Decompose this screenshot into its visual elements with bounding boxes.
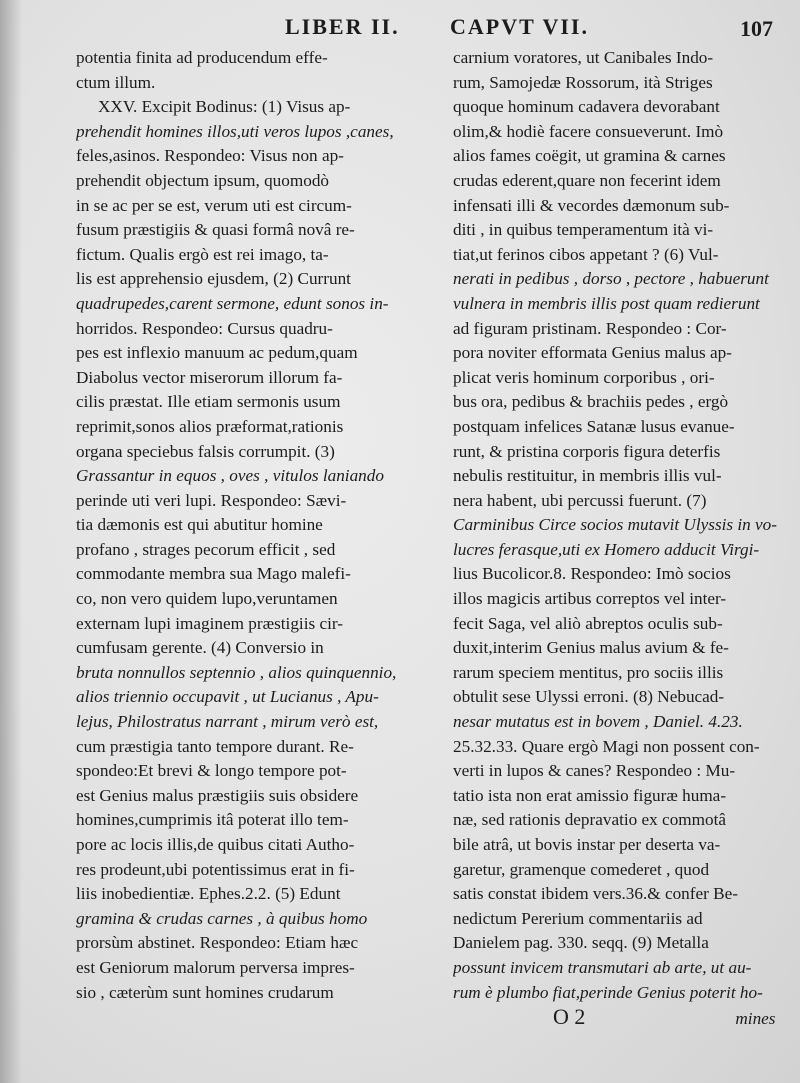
text-line: ad figuram pristinam. Respondeo : Cor- <box>453 318 727 338</box>
text-line: olim,& hodiè facere consueverunt. Imò <box>453 121 724 141</box>
text-line: prehendit homines illos,uti veros lupos ,canes, <box>76 121 394 141</box>
text-line: fecit Saga, vel aliò abreptos oculis sub- <box>453 613 723 633</box>
text-line: cumfusam gerente. (4) Conversio in <box>76 638 324 658</box>
text-line: organa speciebus falsis corrumpit. (3) <box>76 441 335 461</box>
catchword: mines <box>735 1009 776 1029</box>
text-line: runt, & pristina corporis figura deterfis <box>453 441 721 461</box>
text-line: spondeo:Et brevi & longo tempore pot- <box>76 761 347 781</box>
running-title-left: LIBER II. <box>285 14 400 39</box>
text-line: alios fames coëgit, ut gramina & carnes <box>453 146 726 166</box>
text-line: lius Bucolicor.8. Respondeo: Imò socios <box>453 564 731 584</box>
running-header <box>0 14 800 44</box>
text-line: externam lupi imaginem præstigiis cir- <box>76 613 343 633</box>
text-line: rum è plumbo fiat,perinde Genius poterit ho- <box>453 982 763 1002</box>
running-title-right: CAPVT VII. <box>450 14 589 39</box>
text-line: prorsùm abstinet. Respondeo: Etiam hæc <box>76 933 359 953</box>
text-line: quadrupedes,carent sermone, edunt sonos in- <box>76 293 389 313</box>
text-line: lucres ferasque,uti ex Homero adducit Virgi- <box>453 539 760 559</box>
text-line: nera habent, ubi percussi fuerunt. (7) <box>453 490 707 510</box>
text-line: est Geniorum malorum perversa impres- <box>76 957 355 977</box>
text-line: cilis præstat. Ille etiam sermonis usum <box>76 392 341 412</box>
text-line: verti in lupos & canes? Respondeo : Mu- <box>453 761 736 781</box>
text-line: feles,asinos. Respondeo: Visus non ap- <box>76 146 344 166</box>
text-line: prehendit objectum ipsum, quomodò <box>76 170 330 190</box>
text-line: homines,cumprimis itâ poterat illo tem- <box>76 810 349 830</box>
text-line: est Genius malus præstigiis suis obsidere <box>76 785 359 805</box>
text-line: 25.32.33. Quare ergò Magi non possent con- <box>453 736 760 756</box>
text-line: XXV. Excipit Bodinus: (1) Visus ap- <box>98 97 351 117</box>
text-line: rum, Samojedæ Rossorum, ità Striges <box>453 72 713 92</box>
text-line: fusum præstigiis & quasi formâ novâ re- <box>76 220 355 240</box>
text-line: sio , cæterùm sunt homines crudarum <box>76 982 334 1002</box>
text-line: garetur, gramenque comederet , quod <box>453 859 710 879</box>
text-line: perinde uti veri lupi. Respondeo: Sævi- <box>76 490 347 510</box>
signature-mark: O 2 <box>553 1004 586 1030</box>
text-line: potentia finita ad producendum effe- <box>76 48 328 67</box>
left-text-column <box>76 46 440 1005</box>
text-line: pora noviter efformata Genius malus ap- <box>453 343 732 363</box>
right-text-column <box>453 46 793 1032</box>
text-line: reprimit,sonos alios præformat,rationis <box>76 416 344 436</box>
text-line: tia dæmonis est qui abutitur homine <box>76 515 323 535</box>
text-line: profano , strages pecorum efficit , sed <box>76 539 336 559</box>
text-line: fictum. Qualis ergò est rei imago, ta- <box>76 244 329 264</box>
text-line: obtulit sese Ulyssi erroni. (8) Nebucad- <box>453 687 725 707</box>
text-line: nedictum Pererium commentariis ad <box>453 908 703 928</box>
text-line: infensati illi & vecordes dæmonum sub- <box>453 195 730 215</box>
text-line: alios triennio occupavit , ut Lucianus , Apu- <box>76 687 379 707</box>
text-line: rarum speciem mentitus, pro sociis illis <box>453 662 724 682</box>
text-line: tatio ista non erat amissio figuræ huma- <box>453 785 727 805</box>
text-line: in se ac per se est, verum uti est circum- <box>76 195 352 215</box>
text-line: pore ac locis illis,de quibus citati Autho- <box>76 835 355 854</box>
text-line: cum præstigia tanto tempore durant. Re- <box>76 736 354 756</box>
text-line: duxit,interim Genius malus avium & fe- <box>453 638 729 658</box>
text-line: nerati in pedibus , dorso , pectore , habuerunt <box>453 269 769 289</box>
signature-line <box>453 1005 793 1032</box>
text-line: Diabolus vector miserorum illorum fa- <box>76 367 343 387</box>
text-line: vulnera in membris illis post quam redierunt <box>453 293 760 313</box>
text-line: postquam infelices Satanæ lusus evanue- <box>453 416 735 436</box>
text-line: gramina & crudas carnes , à quibus homo <box>76 908 368 928</box>
text-line: lejus, Philostratus narrant , mirum verò est, <box>76 712 379 732</box>
text-line: horridos. Respondeo: Cursus quadru- <box>76 318 333 338</box>
text-line: res prodeunt,ubi potentissimus erat in fi- <box>76 859 355 879</box>
page-edge-shadow <box>0 0 22 1083</box>
text-line: nebulis restituitur, in membris illis vul- <box>453 466 722 486</box>
text-line: illos magicis artibus correptos vel inter- <box>453 589 727 609</box>
text-line: tiat,ut ferinos cibos appetant ? (6) Vul- <box>453 244 719 264</box>
text-line: bruta nonnullos septennio , alios quinquennio, <box>76 662 397 682</box>
text-line: quoque hominum cadavera devorabant <box>453 97 720 117</box>
text-line: næ, sed rationis depravatio ex commotâ <box>453 810 727 830</box>
text-line: liis inobedientiæ. Ephes.2.2. (5) Edunt <box>76 884 341 904</box>
text-line: ctum illum. <box>76 72 156 92</box>
text-line: Grassantur in equos , oves , vitulos laniando <box>76 466 384 486</box>
page-number: 107 <box>740 16 773 41</box>
text-line: plicat veris hominum corporibus , ori- <box>453 367 715 387</box>
text-line: possunt invicem transmutari ab arte, ut au- <box>453 957 752 977</box>
text-line: co, non vero quidem lupo,veruntamen <box>76 589 338 609</box>
text-line: crudas ederent,quare non fecerint idem <box>453 170 721 190</box>
text-line: satis constat ibidem vers.36.& confer Be- <box>453 884 738 904</box>
text-line: diti , in quibus temperamentum ità vi- <box>453 220 714 240</box>
text-line: pes est inflexio manuum ac pedum,quam <box>76 343 358 363</box>
text-line: lis est apprehensio ejusdem, (2) Currunt <box>76 269 351 289</box>
text-line: Danielem pag. 330. seqq. (9) Metalla <box>453 933 709 953</box>
text-line: bile atrâ, ut bovis instar per deserta va- <box>453 835 721 854</box>
text-line: Carminibus Circe socios mutavit Ulyssis in vo- <box>453 515 778 535</box>
text-line: bus ora, pedibus & brachiis pedes , ergò <box>453 392 729 412</box>
text-line: commodante membra sua Mago malefi- <box>76 564 351 584</box>
text-line: nesar mutatus est in bovem , Daniel. 4.23. <box>453 712 743 732</box>
text-line: carnium voratores, ut Canibales Indo- <box>453 48 714 67</box>
